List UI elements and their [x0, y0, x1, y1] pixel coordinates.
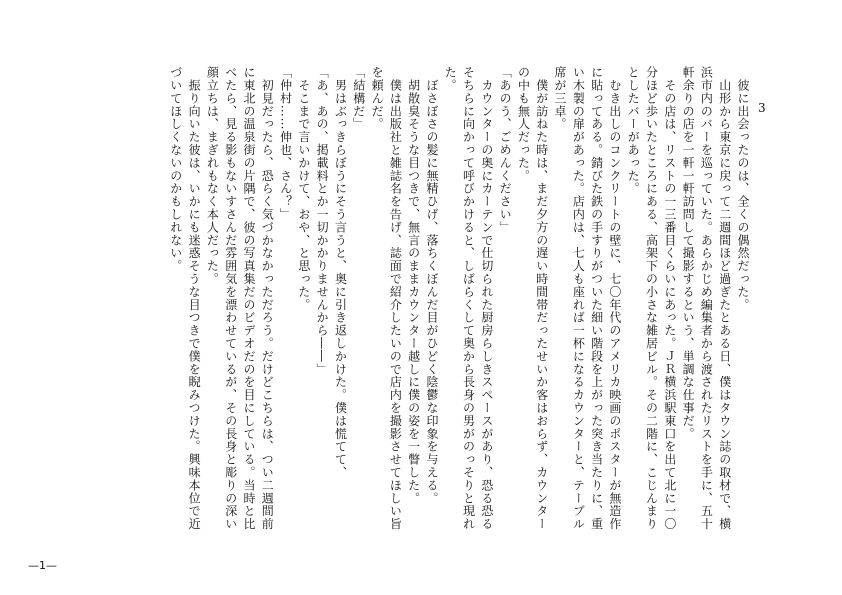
paragraph: 初見だったら、恐らく気づかなかっただろう。だけどこちらは、つい二週間前に東北の温泉街の片隅で、彼の写真集だのビデオだのを目にしている。当時と比べたら、見る影もないすさんだ雰囲気を漂わせているが、その長身と彫りの深い顔立ちは、まぎれもなく本人だった。	[205, 66, 275, 531]
page-number: 3	[758, 101, 766, 115]
paragraph: 男はぶっきらぼうにそう言うと、奥に引き返しかけた。僕は慌てて、	[333, 66, 348, 479]
paragraph: 「あ、あの、掲載料とか一切かかりませんから――」	[315, 66, 330, 376]
paragraph: カウンターの奥にカーテンで仕切られた厨房らしきスペースがあり、恐る恐るそちらに向かって呼びかけると、しばらくして奥から長身の男がのっそりと現れた。	[443, 66, 494, 531]
paragraph: 胡散臭そうな目つきで、無言のままカウンター越しに僕の姿を一瞥した。	[406, 66, 421, 505]
footer-page-number: —1—	[28, 559, 57, 572]
paragraph: 「仲村……伸也、さん？」	[278, 66, 293, 221]
paragraph: むき出しのコンクリートの壁に、七〇年代のアメリカ映画のポスターが無造作に貼ってある。錆びた鉄の手すりがついた細い階段を上がった突き当たりに、重い木製の扉があった。店内は、七人も座れば一杯になるカウンターと、テーブル席が三卓。	[553, 66, 622, 531]
paragraph: 僕が訪ねた時は、まだ夕方の遅い時間帯だったせいか客はおらず、カウンターの中も無人だった。	[516, 66, 549, 531]
paragraph: 彼に出会ったのは、全くの偶然だった。	[736, 66, 750, 312]
paragraph: ぼさぼさの髪に無精ひげ、落ちくぼんだ目がひどく陰鬱な印象を与える。	[424, 66, 439, 505]
paragraph: 山形から東京に戻って二週間ほど過ぎたとある日、僕はタウン誌の取材で、横浜市内のバーを巡っていた。あらかじめ編集者から渡されたリストを手に、五十軒余りの店を一軒一軒訪問して撮影するという、単調な仕事だ。	[681, 66, 732, 531]
paragraph: 「結構だ」	[351, 66, 366, 131]
paragraph: その店は、リストの一三番目くらいにあった。ＪＲ横浜駅東口を出て北に一〇分ほど歩いたところにある、高架下の小さな雑居ビル。その二階に、こじんまりとしたバーがあった。	[626, 66, 677, 531]
paragraph: そこまで言いかけて、おや、と思った。	[296, 66, 311, 312]
paragraph: 「あのう、ごめんください」	[498, 66, 513, 234]
body-text	[52, 66, 752, 536]
paragraph: 振り向いた彼は、いかにも迷惑そうな目つきで僕を睨みつけた。興味本位で近づいてほしくないのかもしれない。	[168, 66, 202, 531]
paragraph: 僕は出版社と雑誌名を告げ、誌面で紹介したいので店内を撮影させてほしい旨を頼んだ。	[370, 66, 403, 531]
